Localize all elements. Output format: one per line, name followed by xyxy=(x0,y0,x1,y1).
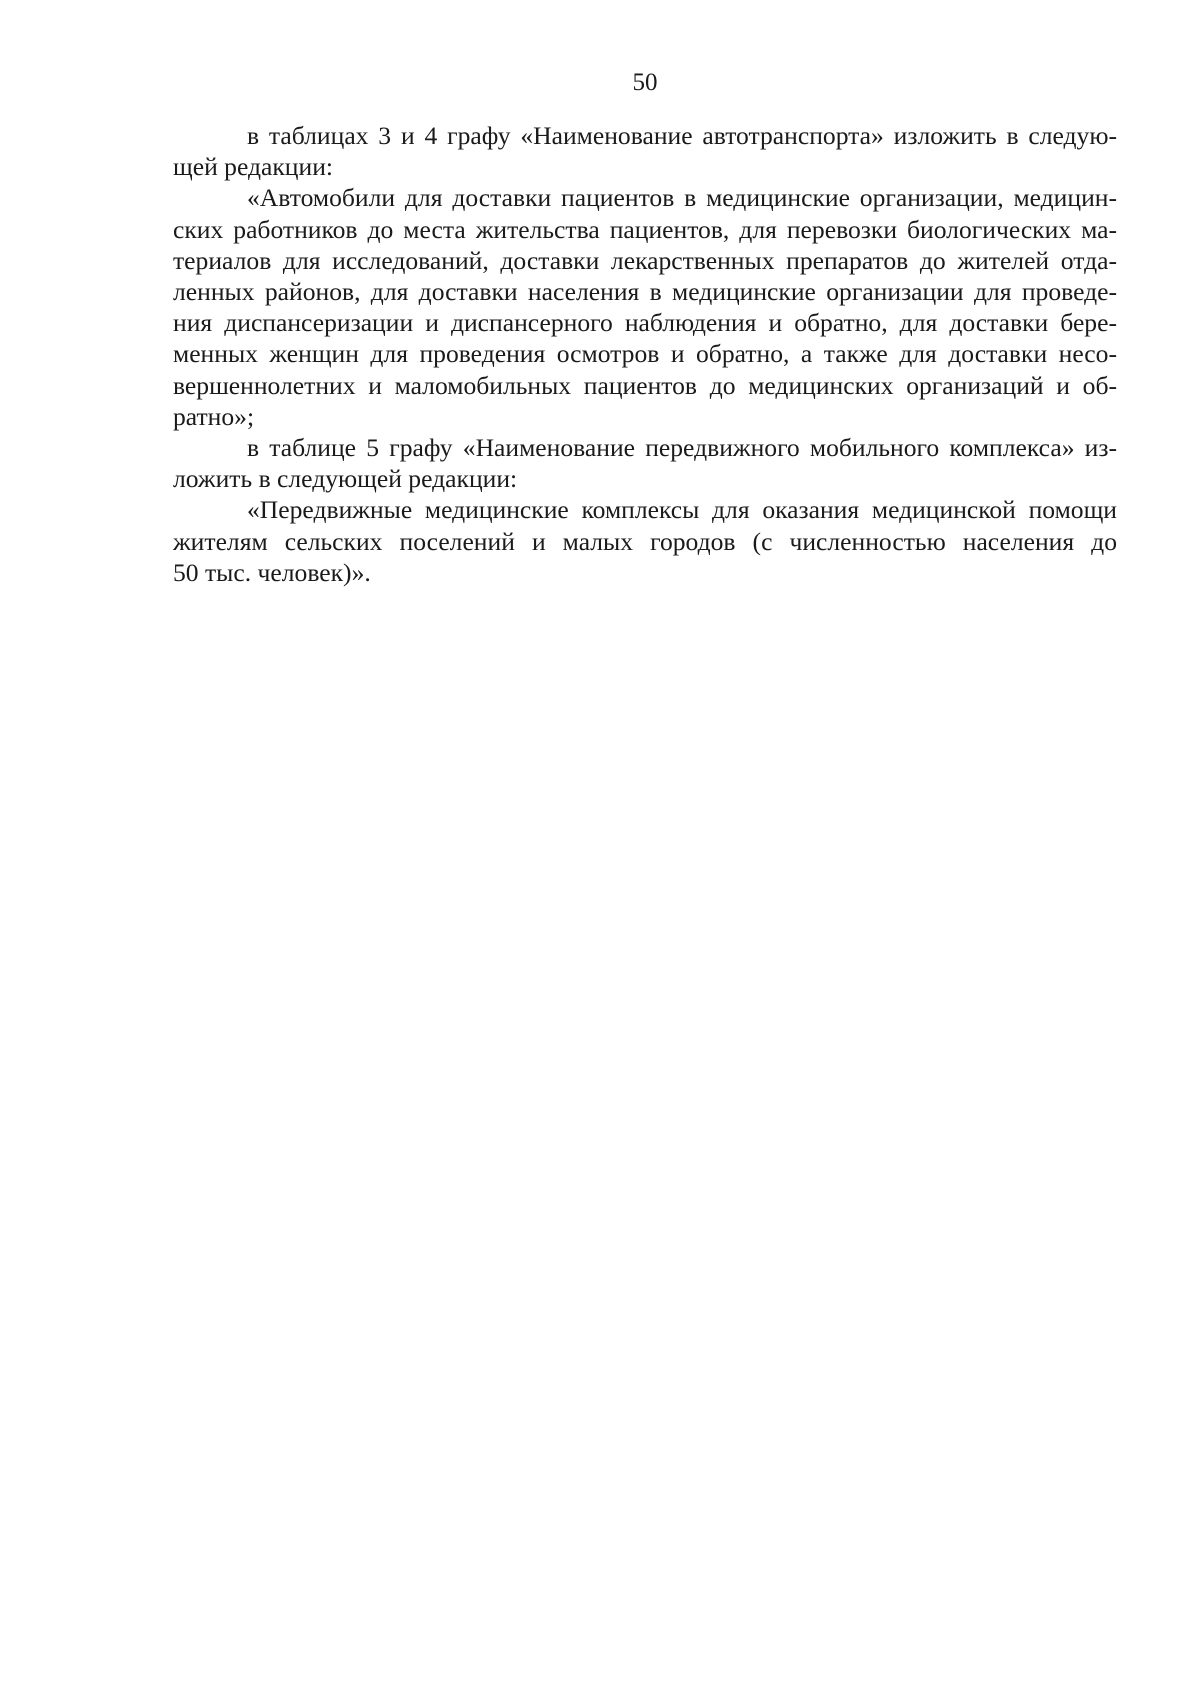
text-line: в таблицах 3 и 4 графу «Наименование автотранспорта» изложить в следую- xyxy=(247,121,1117,150)
paragraph-table-3-4-instruction xyxy=(173,120,1117,182)
text-line: ратно»; xyxy=(173,401,255,431)
text-line: «Передвижные медицинские комплексы для оказания медицинской помощи xyxy=(247,495,1117,525)
document-body xyxy=(173,120,1117,588)
text-line: щей редакции: xyxy=(173,152,333,182)
text-line: в таблице 5 графу «Наименование передвижного мобильного комплекса» из- xyxy=(247,433,1117,463)
text-line: жителям сельских поселений и малых городов (с численностью населения до xyxy=(173,526,1117,556)
paragraph-table-5-instruction xyxy=(173,432,1117,494)
text-line: 50 тыс. человек)». xyxy=(173,557,371,587)
paragraph-mobile-complexes-definition xyxy=(173,494,1117,588)
text-line: ния диспансеризации и диспансерного наблюдения и обратно, для доставки бере- xyxy=(173,308,1117,338)
text-line: ложить в следующей редакции: xyxy=(173,464,518,494)
paragraph-vehicles-definition xyxy=(173,182,1117,432)
text-line: вершеннолетних и маломобильных пациентов до медицинских организаций и об- xyxy=(173,370,1117,400)
text-line: менных женщин для проведения осмотров и обратно, а также для доставки несо- xyxy=(173,339,1117,369)
text-line: «Автомобили для доставки пациентов в медицинские организации, медицин- xyxy=(247,183,1117,213)
page-number: 50 xyxy=(632,69,658,96)
text-line: ленных районов, для доставки населения в медицинские организации для проведе- xyxy=(173,277,1117,307)
text-line: териалов для исследований, доставки лекарственных препаратов до жителей отда- xyxy=(173,245,1117,275)
text-line: ских работников до места жительства пациентов, для перевозки биологических ма- xyxy=(173,214,1117,244)
